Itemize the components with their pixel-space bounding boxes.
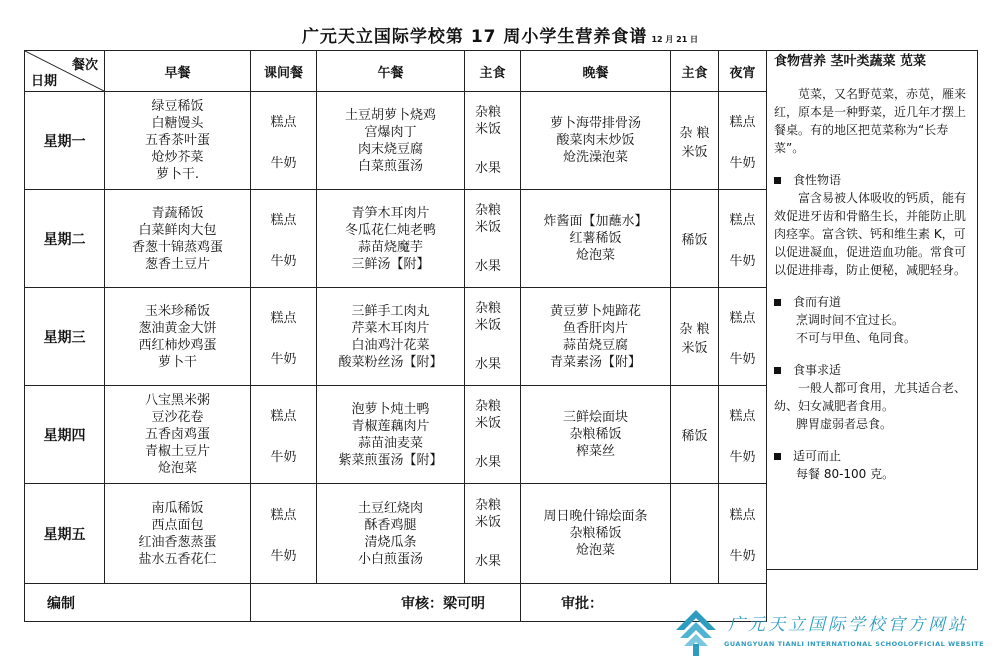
dinner-item: 红薯稀饭 — [569, 231, 622, 246]
night-item: 牛奶 — [729, 253, 756, 269]
menu-row — [25, 484, 767, 584]
dinner-item: 萝卜海带排骨汤 — [549, 116, 641, 131]
lunch-cell — [317, 484, 465, 584]
lunch-item: 酸菜粉丝汤【附】 — [338, 354, 443, 370]
bullet-icon — [774, 177, 781, 184]
section-line: 烹调时间不宜过长。 — [796, 313, 905, 327]
snack-cell — [251, 92, 317, 190]
header-corner — [25, 51, 105, 92]
staple2-item: 米饭 — [681, 144, 708, 160]
staple2-cell — [671, 484, 719, 584]
dinner-item: 黄豆萝卜炖蹄花 — [549, 303, 641, 319]
snack-cell — [251, 386, 317, 484]
staple-item: 杂粮 — [475, 399, 502, 414]
night-cell — [719, 92, 767, 190]
staple2-item: 杂 粮 — [679, 321, 710, 337]
section-title: 食而有道 — [793, 295, 842, 309]
snack-item: 糕点 — [270, 310, 297, 326]
staple2-item: 杂 粮 — [679, 125, 710, 141]
menu-row — [25, 288, 767, 386]
menu-row — [25, 92, 767, 190]
breakfast-cell — [105, 386, 251, 484]
menu-table — [24, 50, 767, 622]
dinner-item: 榨菜丝 — [575, 444, 615, 459]
footer-row — [25, 584, 767, 622]
nutrition-head: 食物营养 茎叶类蔬菜 苋菜 — [774, 54, 927, 69]
header-breakfast: 早餐 — [105, 51, 251, 92]
lunch-item: 白油鸡汁花菜 — [351, 337, 430, 353]
snack-item: 糕点 — [270, 408, 297, 424]
corner-bottom-label: 日期 — [31, 74, 58, 89]
snack-item: 牛奶 — [270, 548, 297, 564]
day-cell: 星期三 — [25, 288, 105, 386]
dinner-cell — [521, 92, 671, 190]
breakfast-cell — [105, 288, 251, 386]
dinner-cell — [521, 288, 671, 386]
night-cell — [719, 484, 767, 584]
staple-item: 米饭 — [475, 416, 502, 431]
lunch-item: 青笋木耳肉片 — [351, 205, 430, 221]
breakfast-item: 玉米珍稀饭 — [144, 303, 210, 319]
breakfast-item: 南瓜稀饭 — [151, 500, 204, 516]
section-title: 食性物语 — [793, 173, 842, 187]
fruit-item: 水果 — [475, 259, 502, 274]
dinner-item: 炝泡菜 — [575, 543, 615, 558]
staple-cell — [465, 484, 521, 584]
section-moderation — [774, 447, 969, 483]
dinner-item: 青菜素汤【附】 — [549, 354, 641, 370]
dinner-item: 炝洗澡泡菜 — [562, 150, 628, 165]
section-title: 食事求适 — [793, 363, 842, 377]
section-line: 脾胃虚弱者忌食。 — [796, 417, 893, 431]
bullet-icon — [774, 367, 781, 374]
dinner-cell — [521, 190, 671, 288]
lunch-item: 芹菜木耳肉片 — [351, 320, 430, 336]
school-emblem-icon — [668, 604, 724, 658]
staple-cell — [465, 386, 521, 484]
staple-item: 杂粮 — [475, 203, 502, 218]
staple-cell — [465, 92, 521, 190]
day-cell: 星期二 — [25, 190, 105, 288]
snack-item: 糕点 — [270, 212, 297, 228]
night-cell — [719, 386, 767, 484]
lunch-cell — [317, 92, 465, 190]
breakfast-item: 西点面包 — [151, 517, 204, 533]
breakfast-item: 绿豆稀饭 — [151, 99, 204, 114]
fruit-item: 水果 — [475, 554, 502, 569]
night-cell — [719, 190, 767, 288]
header-snack: 课间餐 — [251, 51, 317, 92]
staple2-item: 米饭 — [681, 340, 708, 356]
lunch-item: 青椒莲藕肉片 — [351, 418, 430, 434]
dinner-item: 杂粮稀饭 — [569, 526, 622, 541]
lunch-item: 蒜苗烧魔芋 — [357, 239, 423, 255]
lunch-item: 三鲜汤【附】 — [351, 256, 430, 272]
staple-item: 米饭 — [475, 515, 502, 530]
header-staple2: 主食 — [671, 51, 719, 92]
snack-item: 牛奶 — [270, 253, 297, 269]
header-dinner: 晚餐 — [521, 51, 671, 92]
logo-chinese-name: 广元天立国际学校官方网站 — [728, 615, 968, 635]
staple-cell — [465, 190, 521, 288]
lunch-item: 宫爆肉丁 — [364, 124, 417, 140]
snack-cell — [251, 190, 317, 288]
breakfast-item: 盐水五香花仁 — [138, 551, 217, 567]
breakfast-item: 白糖馒头 — [151, 116, 204, 131]
nutrition-intro: 苋菜，又名野苋菜，赤苋，雁来红，原本是一种野菜，近几年才摆上餐桌。有的地区把苋菜称为“长寿菜”。 — [774, 87, 967, 155]
lunch-item: 蒜苗油麦菜 — [357, 435, 423, 451]
section-eat-right — [774, 293, 969, 347]
dinner-item: 三鲜烩面块 — [562, 410, 628, 425]
section-text: 一般人都可食用，尤其适合老、幼、妇女减肥者食用。 — [774, 381, 967, 413]
lunch-item: 小白煎蛋汤 — [357, 551, 423, 567]
breakfast-item: 西红柿炒鸡蛋 — [138, 337, 217, 353]
staple2-cell — [671, 92, 719, 190]
breakfast-item: 五香卤鸡蛋 — [144, 427, 210, 442]
breakfast-item: 五香茶叶蛋 — [144, 133, 210, 148]
staple2-cell — [671, 288, 719, 386]
lunch-item: 肉末烧豆腐 — [357, 141, 423, 157]
dinner-item: 炸酱面【加蘸水】 — [543, 214, 648, 229]
breakfast-item: 青椒土豆片 — [144, 444, 210, 459]
lunch-item: 清烧瓜条 — [364, 534, 417, 550]
breakfast-item: 葱油黄金大饼 — [138, 320, 217, 336]
staple2-item: 稀饭 — [681, 233, 708, 248]
staple-item: 杂粮 — [475, 105, 502, 120]
section-food-nature — [774, 171, 969, 279]
night-item: 牛奶 — [729, 351, 756, 367]
dinner-item: 杂粮稀饭 — [569, 427, 622, 442]
section-line: 不可与甲鱼、龟同食。 — [796, 331, 917, 345]
section-text: 富含易被人体吸收的钙质，能有效促进牙齿和骨骼生长，并能防止肌肉痉挛。富含铁、钙和维生素 K，可以促进凝血，促进造血功能。常食可以促进排毒，防止便秘，减肥轻身。 — [774, 191, 967, 277]
lunch-item: 冬瓜花仁炖老鸭 — [344, 222, 436, 238]
footer-approve: 审批： — [521, 584, 767, 622]
corner-top-label: 餐次 — [71, 58, 98, 73]
breakfast-item: 豆沙花卷 — [151, 410, 204, 425]
bullet-icon — [774, 299, 781, 306]
night-item: 牛奶 — [729, 449, 756, 465]
breakfast-item: 红油香葱蒸蛋 — [138, 534, 217, 550]
day-cell: 星期四 — [25, 386, 105, 484]
lunch-cell — [317, 386, 465, 484]
dinner-item: 蒜苗烧豆腐 — [562, 337, 628, 353]
fruit-item: 水果 — [475, 161, 502, 176]
breakfast-item: 萝卜干. — [155, 167, 200, 182]
section-title: 适可而止 — [793, 449, 842, 463]
breakfast-item: 萝卜干 — [157, 354, 197, 370]
footer-compile: 编制 — [25, 584, 251, 622]
section-line: 每餐 80-100 克。 — [796, 467, 895, 481]
lunch-cell — [317, 190, 465, 288]
bullet-icon — [774, 453, 781, 460]
night-item: 牛奶 — [729, 548, 756, 564]
breakfast-item: 葱香土豆片 — [144, 256, 210, 272]
staple2-cell — [671, 190, 719, 288]
menu-row — [25, 386, 767, 484]
night-cell — [719, 288, 767, 386]
lunch-item: 土豆胡萝卜烧鸡 — [344, 107, 436, 123]
header-staple: 主食 — [465, 51, 521, 92]
school-logo[interactable] — [668, 604, 985, 658]
staple2-cell — [671, 386, 719, 484]
staple-item: 米饭 — [475, 122, 502, 137]
header-night: 夜宵 — [719, 51, 767, 92]
snack-cell — [251, 288, 317, 386]
dinner-cell — [521, 386, 671, 484]
dinner-item: 周日晚什锦烩面条 — [543, 509, 648, 524]
page-title — [0, 22, 1000, 47]
day-cell: 星期一 — [25, 92, 105, 190]
section-suitability — [774, 361, 969, 433]
snack-item: 糕点 — [270, 507, 297, 523]
night-item: 糕点 — [729, 507, 756, 523]
header-lunch: 午餐 — [317, 51, 465, 92]
dinner-item: 炝泡菜 — [575, 248, 615, 263]
breakfast-item: 白菜鲜肉大包 — [138, 222, 217, 238]
title-main: 广元天立国际学校第 17 周小学生营养食谱 — [301, 27, 648, 47]
snack-item: 牛奶 — [270, 155, 297, 171]
lunch-item: 土豆红烧肉 — [357, 500, 423, 516]
night-item: 糕点 — [729, 114, 756, 130]
breakfast-cell — [105, 484, 251, 584]
menu-row — [25, 190, 767, 288]
logo-english-name: GUANGYUAN TIANLI INTERNATIONAL SCHOOLOFFICIAL WEBSITE — [724, 640, 985, 648]
night-item: 糕点 — [729, 310, 756, 326]
night-item: 牛奶 — [729, 155, 756, 171]
lunch-item: 三鲜手工肉丸 — [351, 303, 430, 319]
fruit-item: 水果 — [475, 455, 502, 470]
breakfast-cell — [105, 92, 251, 190]
breakfast-item: 八宝黑米粥 — [144, 393, 210, 408]
breakfast-cell — [105, 190, 251, 288]
day-cell: 星期五 — [25, 484, 105, 584]
night-item: 糕点 — [729, 408, 756, 424]
staple-item: 米饭 — [475, 220, 502, 235]
lunch-item: 紫菜煎蛋汤【附】 — [338, 452, 443, 468]
snack-item: 牛奶 — [270, 351, 297, 367]
fruit-item: 水果 — [475, 357, 502, 372]
dinner-item: 酸菜肉末炒饭 — [556, 133, 635, 148]
snack-cell — [251, 484, 317, 584]
staple-item: 米饭 — [475, 318, 502, 333]
staple-item: 杂粮 — [475, 301, 502, 316]
staple-cell — [465, 288, 521, 386]
breakfast-item: 炝炒芥菜 — [151, 150, 204, 165]
dinner-cell — [521, 484, 671, 584]
lunch-item: 泡萝卜炖土鸭 — [351, 401, 430, 417]
night-item: 糕点 — [729, 212, 756, 228]
footer-review: 审核：梁可明 — [251, 584, 521, 622]
header-row — [25, 51, 767, 92]
snack-item: 糕点 — [270, 114, 297, 130]
dinner-item: 鱼香肝肉片 — [562, 320, 628, 336]
breakfast-item: 青蔬稀饭 — [151, 205, 204, 221]
lunch-item: 酥香鸡腿 — [364, 517, 417, 533]
staple-item: 杂粮 — [475, 498, 502, 513]
snack-item: 牛奶 — [270, 449, 297, 465]
lunch-cell — [317, 288, 465, 386]
breakfast-item: 香葱十锦蒸鸡蛋 — [131, 239, 223, 255]
staple2-item: 稀饭 — [681, 429, 708, 444]
breakfast-item: 炝泡菜 — [157, 461, 197, 476]
nutrition-panel — [766, 50, 978, 570]
lunch-item: 白菜煎蛋汤 — [357, 158, 423, 174]
title-date: 12 月 21 日 — [651, 35, 699, 44]
